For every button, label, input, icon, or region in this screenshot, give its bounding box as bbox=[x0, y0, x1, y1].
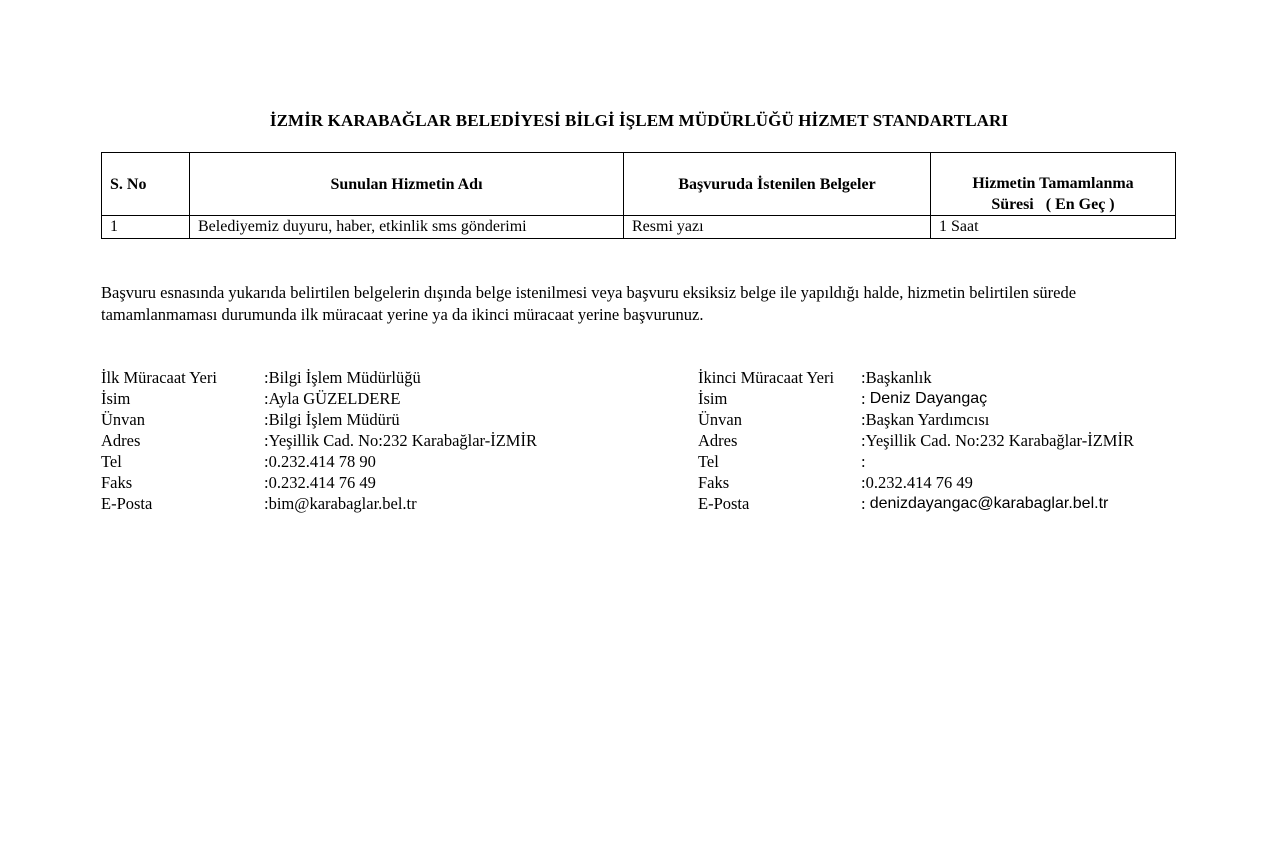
header-completion-time-line1: Hizmetin Tamamlanma bbox=[972, 175, 1134, 192]
header-service-name: Sunulan Hizmetin Adı bbox=[190, 153, 624, 216]
second-contact-address-value: :Yeşillik Cad. No:232 Karabağlar-İZMİR bbox=[861, 431, 1134, 450]
document-title: İZMİR KARABAĞLAR BELEDİYESİ BİLGİ İŞLEM MÜDÜRLÜĞÜ HİZMET STANDARTLARI bbox=[269, 111, 1009, 130]
first-contact-title-label: Ünvan bbox=[101, 410, 145, 429]
second-contact-title-label: Ünvan bbox=[698, 410, 742, 429]
second-contact-email-label: E-Posta bbox=[698, 494, 750, 513]
table-header-row bbox=[102, 153, 1176, 216]
second-contact-phone-value: : bbox=[861, 452, 866, 471]
second-contact-place-label: İkinci Müracaat Yeri bbox=[698, 368, 835, 387]
first-contact-name-row bbox=[101, 388, 537, 409]
first-contact-fax-value: :0.232.414 76 49 bbox=[264, 473, 376, 492]
second-contact-place-value: :Başkanlık bbox=[861, 368, 932, 387]
second-contact-block bbox=[698, 367, 1134, 514]
second-contact-address-row bbox=[698, 430, 1134, 451]
second-contact-name-row bbox=[698, 388, 1134, 409]
service-standards-table bbox=[101, 152, 1176, 239]
header-sno: S. No bbox=[102, 153, 190, 216]
first-contact-block bbox=[101, 367, 537, 514]
second-contact-email-colon: : bbox=[861, 494, 866, 513]
second-contact-place-row bbox=[698, 367, 1134, 388]
first-contact-fax-row bbox=[101, 472, 537, 493]
first-contact-phone-value: :0.232.414 78 90 bbox=[264, 452, 376, 471]
first-contact-place-value: :Bilgi İşlem Müdürlüğü bbox=[264, 368, 421, 387]
first-contact-phone-row bbox=[101, 451, 537, 472]
second-contact-phone-label: Tel bbox=[698, 452, 719, 471]
first-contact-address-label: Adres bbox=[101, 431, 141, 450]
first-contact-email-row bbox=[101, 493, 537, 514]
cell-service-name: Belediyemiz duyuru, haber, etkinlik sms gönderimi bbox=[190, 216, 624, 239]
first-contact-email-value: :bim@karabaglar.bel.tr bbox=[264, 494, 417, 513]
first-contact-fax-label: Faks bbox=[101, 473, 133, 492]
cell-completion-time: 1 Saat bbox=[931, 216, 1176, 239]
second-contact-fax-label: Faks bbox=[698, 473, 730, 492]
second-contact-title-value: :Başkan Yardımcısı bbox=[861, 410, 990, 429]
application-note: Başvuru esnasında yukarıda belirtilen belgelerin dışında belge istenilmesi veya başvuru eksiksiz belge ile yapıldığı halde, hizmetin belirtilen sürede tamamlanmaması durumunda ilk müracaat yerine ya da ikinci müracaat yerine başvurunuz. bbox=[101, 283, 1077, 324]
cell-sno: 1 bbox=[102, 216, 190, 239]
cell-required-documents: Resmi yazı bbox=[624, 216, 931, 239]
first-contact-place-label: İlk Müracaat Yeri bbox=[101, 368, 217, 387]
first-contact-title-row bbox=[101, 409, 537, 430]
second-contact-address-label: Adres bbox=[698, 431, 738, 450]
table-row bbox=[102, 216, 1176, 239]
first-contact-address-value: :Yeşillik Cad. No:232 Karabağlar-İZMİR bbox=[264, 431, 537, 450]
first-contact-name-label: İsim bbox=[101, 389, 131, 408]
second-contact-name-label: İsim bbox=[698, 389, 728, 408]
header-completion-time-line2: Süresi ( En Geç ) bbox=[991, 196, 1115, 213]
second-contact-fax-value: :0.232.414 76 49 bbox=[861, 473, 973, 492]
second-contact-name-value: Deniz Dayangaç bbox=[869, 390, 988, 407]
header-required-documents: Başvuruda İstenilen Belgeler bbox=[624, 153, 931, 216]
first-contact-name-value: :Ayla GÜZELDERE bbox=[264, 389, 401, 408]
second-contact-name-colon: : bbox=[861, 389, 866, 408]
first-contact-phone-label: Tel bbox=[101, 452, 122, 471]
second-contact-email-row bbox=[698, 493, 1134, 514]
header-completion-time bbox=[931, 153, 1176, 216]
first-contact-address-row bbox=[101, 430, 537, 451]
first-contact-title-value: :Bilgi İşlem Müdürü bbox=[264, 410, 400, 429]
second-contact-title-row bbox=[698, 409, 1134, 430]
first-contact-email-label: E-Posta bbox=[101, 494, 153, 513]
first-contact-place-row bbox=[101, 367, 537, 388]
second-contact-fax-row bbox=[698, 472, 1134, 493]
second-contact-phone-row bbox=[698, 451, 1134, 472]
second-contact-email-value: denizdayangac@karabaglar.bel.tr bbox=[869, 495, 1109, 512]
